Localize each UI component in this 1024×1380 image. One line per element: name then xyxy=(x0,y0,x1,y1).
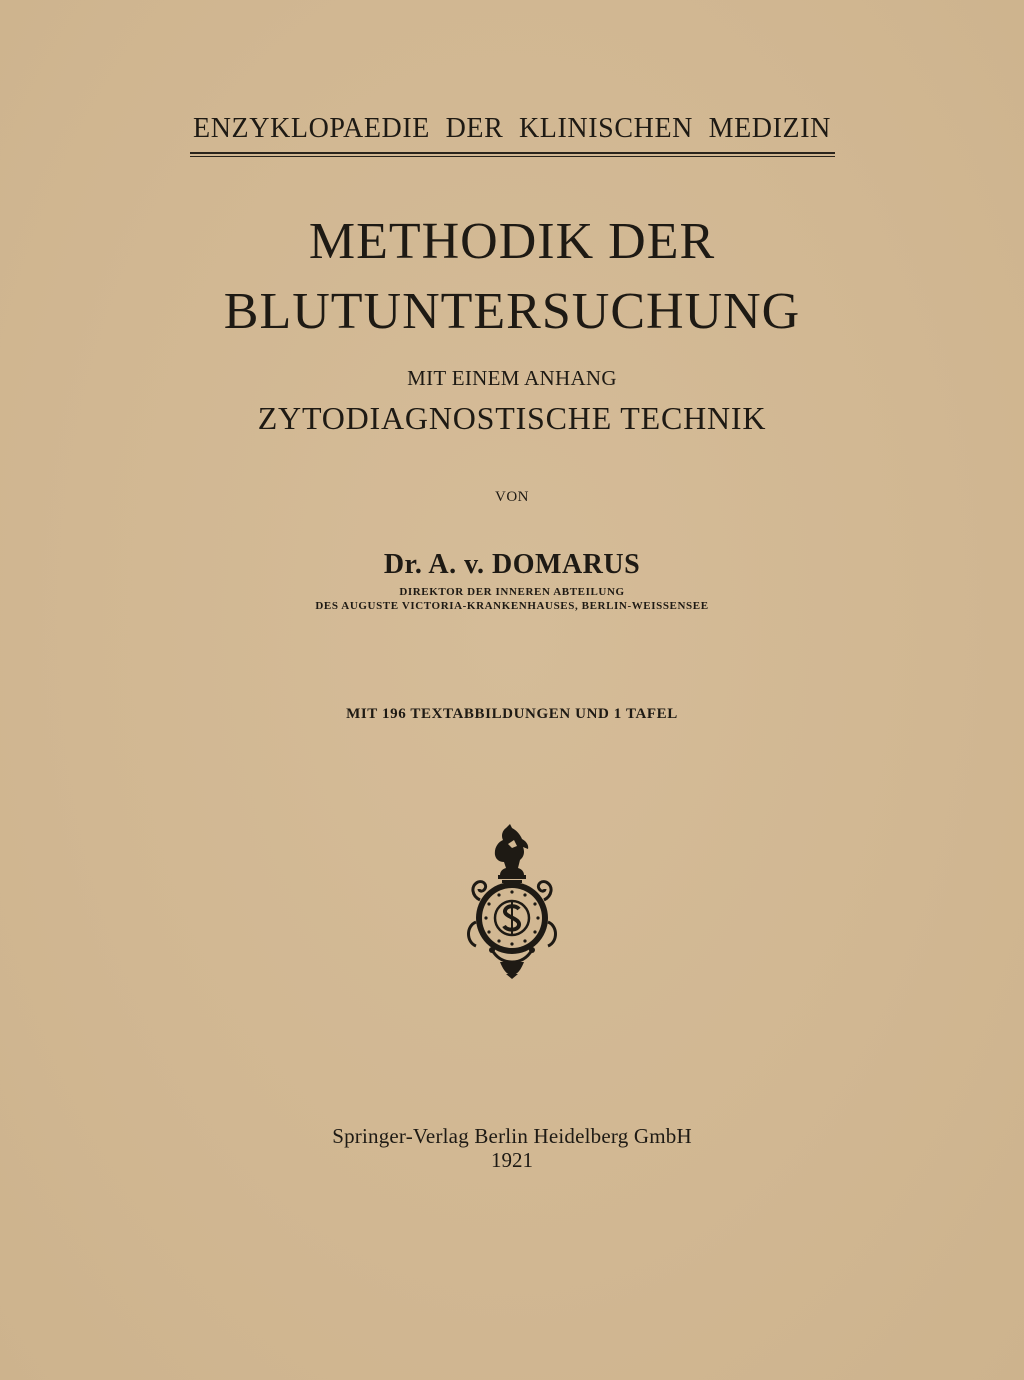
subtitle-line-2: ZYTODIAGNOSTISCHE TECHNIK xyxy=(257,400,767,436)
series-title: ENZYKLOPAEDIE DER KLINISCHEN MEDIZIN xyxy=(193,113,831,144)
book-title-line-2: BLUTUNTERSUCHUNG xyxy=(223,283,801,340)
byline: VON xyxy=(495,489,529,505)
author-affiliation-line-2: DES AUGUSTE VICTORIA-KRANKENHAUSES, BERLIN-WEISSENSEE xyxy=(315,600,709,612)
publisher-name: Springer-Verlag Berlin Heidelberg GmbH xyxy=(332,1124,692,1148)
series-rule-divider xyxy=(190,152,835,157)
illustrations-note: MIT 196 TEXTABBILDUNGEN UND 1 TAFEL xyxy=(346,706,678,722)
publication-year: 1921 xyxy=(491,1148,533,1172)
author-affiliation-line-1: DIREKTOR DER INNEREN ABTEILUNG xyxy=(399,586,625,598)
springer-knight-emblem-icon xyxy=(462,822,562,980)
book-title-line-1: METHODIK DER xyxy=(308,213,716,270)
author-name: Dr. A. v. DOMARUS xyxy=(383,549,641,580)
subtitle-line-1: MIT EINEM ANHANG xyxy=(407,366,617,390)
